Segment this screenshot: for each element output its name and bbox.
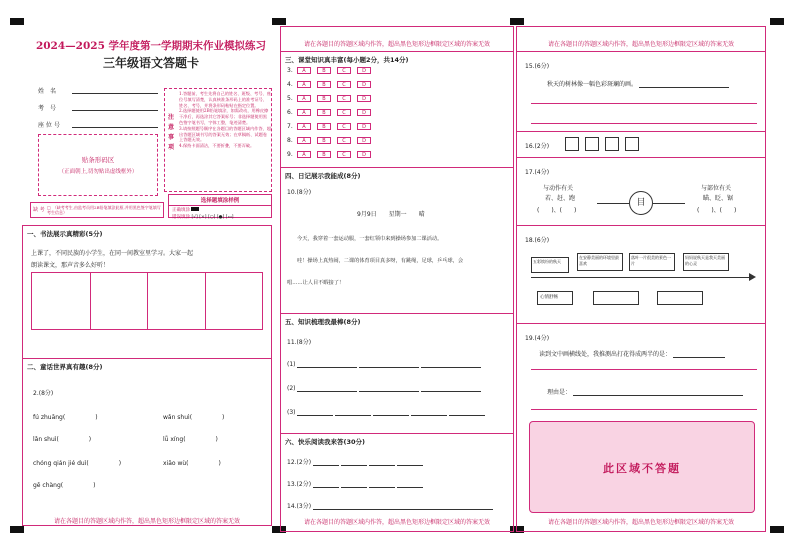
mc-option[interactable]: B	[317, 151, 331, 158]
q18-box[interactable]: 落叶一片很美的景色一片	[629, 253, 675, 271]
sec4-title: 四、日记展示我能成(8分)	[285, 172, 361, 180]
wrong-marks: [√] [×] [○] [●] [▭]	[191, 215, 234, 220]
q16-box[interactable]	[565, 137, 579, 151]
q18-blank-box[interactable]	[593, 291, 639, 305]
pinyin-2[interactable]: wǎn shuì( )	[163, 414, 225, 421]
right-answer-column	[516, 26, 766, 532]
diary-line-1: 今天，我穿着一套运动服，一套红领巾来到操场参加二课活动。	[297, 236, 443, 242]
id-field[interactable]	[72, 110, 158, 111]
absent-text[interactable]: □ （缺考考生,由监考员用2B铅笔填涂此框,并用黑色签字笔填写考生信息）	[47, 205, 161, 215]
mc-option[interactable]: D	[357, 67, 371, 74]
q19-line-1[interactable]	[531, 369, 757, 370]
warning-bottom: 请在各题目的答题区域内作答，超出黑色矩形边框限定区域的答案无效	[53, 518, 240, 525]
sec1-text-2: 朗读课文，那声音多么好听！	[31, 262, 110, 269]
mc-option[interactable]: A	[297, 123, 311, 130]
q17-right-blanks[interactable]: ( )、( )	[697, 207, 737, 214]
q18-box[interactable]: 妈妈说秋天是我天美丽的心灵	[683, 253, 729, 271]
corner-mark	[770, 526, 784, 533]
barcode-area	[38, 134, 158, 196]
corner-mark	[272, 18, 286, 25]
mc-option[interactable]: D	[357, 95, 371, 102]
mc-option[interactable]: B	[317, 123, 331, 130]
q13-line[interactable]: 13.(2分)	[287, 479, 423, 488]
q18-arrow-icon	[749, 273, 756, 281]
absent-label: 缺 考	[33, 207, 45, 213]
barcode-title: 贴条形码区	[81, 156, 115, 164]
mc-option[interactable]: A	[297, 109, 311, 116]
q14-line[interactable]: 14.(3分)	[287, 501, 493, 510]
corner-mark	[510, 18, 524, 25]
pinyin-3[interactable]: lǎn shuì( )	[33, 436, 92, 443]
mc-option[interactable]: D	[357, 109, 371, 116]
q18-box[interactable]: 心情舒畅	[537, 291, 573, 305]
mc-option[interactable]: D	[357, 123, 371, 130]
q18-blank-box[interactable]	[657, 291, 703, 305]
mc-option[interactable]: D	[357, 151, 371, 158]
fill-example-title: 选择题填涂样例	[169, 195, 271, 206]
mc-option[interactable]: C	[337, 81, 351, 88]
mc-row: 6. A B C D	[287, 109, 377, 116]
mc-option[interactable]: C	[337, 137, 351, 144]
q17-left-title: 与动作有关	[543, 185, 574, 192]
mc-row: 4. A B C D	[287, 81, 377, 88]
q16-box[interactable]	[605, 137, 619, 151]
q12-line[interactable]: 12.(2分)	[287, 457, 423, 466]
q19-text[interactable]: 读到文中画横线处，我推测出打花得成两半的是：	[539, 349, 725, 358]
mc-option[interactable]: D	[357, 137, 371, 144]
notes-label: 注意事项	[168, 114, 175, 151]
mc-option[interactable]: B	[317, 109, 331, 116]
notes-box	[164, 88, 272, 192]
mc-option[interactable]: B	[317, 137, 331, 144]
left-answer-column	[22, 225, 272, 526]
fill-wrong-label: 错误填涂	[172, 215, 190, 220]
q15-line-2[interactable]	[531, 123, 757, 124]
pinyin-5[interactable]: chóng qián jié duì( )	[33, 460, 122, 467]
sec1-text-1: 上课了，不同民族的小学生，在同一间教室里学习。大家一起	[31, 250, 194, 257]
q16-label: 16.(2分)	[525, 143, 550, 150]
mc-row: 9. A B C D	[287, 151, 377, 158]
mc-row: 8. A B C D	[287, 137, 377, 144]
q18-box[interactable]: 五彩缤纷的秋天	[531, 257, 569, 273]
seat-label: 座 位 号	[38, 122, 60, 129]
q19-line-2[interactable]	[531, 409, 757, 410]
sheet-title: 2024—2025 学年度第一学期期末作业模拟练习	[35, 40, 267, 52]
mc-option[interactable]: C	[337, 151, 351, 158]
mc-option[interactable]: D	[357, 81, 371, 88]
mc-option[interactable]: C	[337, 95, 351, 102]
writing-grid[interactable]	[31, 272, 263, 330]
q15-text[interactable]: 秋天的树林像一幅色彩斑斓的画。	[547, 79, 729, 88]
mc-option[interactable]: C	[337, 109, 351, 116]
pinyin-6[interactable]: xiāo wù( )	[163, 460, 221, 467]
sec6-title: 六、快乐阅读我来答(30分)	[285, 438, 365, 446]
no-answer-area	[529, 421, 755, 513]
mc-option[interactable]: B	[317, 81, 331, 88]
mc-option[interactable]: B	[317, 95, 331, 102]
name-field[interactable]	[72, 93, 158, 94]
sec5-title: 五、知识梳理我最棒(8分)	[285, 318, 361, 326]
notes-text: 1.答题前，考生先将自己的姓名、班级、考号、座位号填写清楚，认真核准条形码上的准考证号、姓名、考号，并将条形码粘贴在指定位置。 2.选择题使用2B铅笔填涂，如需改动，用橡皮擦干净后，再选涂其它答案标号；非选择题使用黑色签字笔书写，字体工整，笔迹清楚。 3.请按照题号顺序在各题目的答题区域内作答，超出答题区域书写的答案无效；在草稿纸、试题卷上答题无效。 4.保持卡面清洁，不要折叠，不要弄破。	[179, 91, 271, 149]
mc-option[interactable]: A	[297, 95, 311, 102]
q17-right-words: 瞄、眨、锯	[703, 195, 734, 202]
pinyin-4[interactable]: lǚ xíng( )	[163, 436, 218, 443]
corner-mark	[770, 18, 784, 25]
pinyin-1[interactable]: fú zhuāng( )	[33, 414, 98, 421]
mc-option[interactable]: B	[317, 67, 331, 74]
q19-label: 19.(4分)	[525, 335, 550, 342]
name-label: 姓 名	[38, 88, 57, 95]
mc-option[interactable]: C	[337, 67, 351, 74]
mc-row: 3. A B C D	[287, 67, 377, 74]
warning-bottom: 请在各题目的答题区域内作答，超出黑色矩形边框限定区域的答案无效	[303, 519, 490, 526]
fill-example-box	[168, 194, 272, 218]
mc-option[interactable]: A	[297, 81, 311, 88]
warning-bottom: 请在各题目的答题区域内作答，超出黑色矩形边框限定区域的答案无效	[547, 519, 734, 526]
q15-label: 15.(6分)	[525, 63, 550, 70]
q17-left-words: 若、赶、跑	[545, 195, 576, 202]
barcode-hint: （正面朝上,切勿贴出虚线框外）	[58, 169, 138, 175]
fill-right-label: 正确填涂	[172, 208, 190, 213]
absent-box	[30, 202, 164, 218]
mc-option[interactable]: A	[297, 151, 311, 158]
q11-line-1[interactable]: (1)	[287, 361, 481, 368]
sheet-subtitle: 三年级语文答题卡	[102, 56, 199, 70]
corner-mark	[10, 526, 24, 533]
q17-left-blanks[interactable]: ( )、( )	[537, 207, 577, 214]
sec3-title: 三、课堂知识真丰富(每小题2分，共14分)	[285, 56, 409, 64]
q18-box[interactable]: 在安静美丽的环境里最喜欢	[577, 253, 623, 271]
q11-line-3[interactable]: (3)	[287, 409, 485, 416]
diary-date: 9月9日 星期一 晴	[357, 211, 425, 218]
mc-option[interactable]: A	[297, 67, 311, 74]
q11-line-2[interactable]: (2)	[287, 385, 481, 392]
q17-label: 17.(4分)	[525, 169, 550, 176]
q17-right-title: 与部位有关	[701, 185, 732, 192]
q16-box[interactable]	[585, 137, 599, 151]
q11-label: 11.(8分)	[287, 339, 312, 346]
q19-reason[interactable]: 理由是：	[547, 387, 743, 396]
sec1-title: 一、书法展示真精彩(5分)	[27, 230, 103, 238]
id-label: 考 号	[38, 105, 57, 112]
filled-sample-icon	[191, 207, 199, 211]
q15-line-1[interactable]	[531, 103, 757, 104]
q16-box[interactable]	[625, 137, 639, 151]
no-answer-text: 此区域不答题	[603, 462, 681, 475]
q2-label: 2.(8分)	[33, 390, 54, 397]
middle-answer-column	[280, 26, 514, 532]
mc-row: 7. A B C D	[287, 123, 377, 130]
pinyin-7[interactable]: gē chàng( )	[33, 482, 96, 489]
mc-option[interactable]: C	[337, 123, 351, 130]
warning-top: 请在各题目的答题区域内作答，超出黑色矩形边框限定区域的答案无效	[303, 41, 490, 48]
q10-label: 10.(8分)	[287, 189, 312, 196]
sec2-title: 二、童话世界真有趣(8分)	[27, 363, 103, 371]
warning-top: 请在各题目的答题区域内作答，超出黑色矩形边框限定区域的答案无效	[547, 41, 734, 48]
q17-center-circle: 目	[629, 191, 653, 215]
diary-line-2: 哇！操场上真热闹，二课的体育项目真多呀，有跳绳，足球，乒乓球，会	[297, 258, 464, 264]
corner-mark	[10, 18, 24, 25]
mc-row: 5. A B C D	[287, 95, 377, 102]
seat-field[interactable]	[72, 127, 158, 128]
diary-line-3: 唱……让人目不暇接了！	[287, 280, 345, 286]
q18-label: 18.(6分)	[525, 237, 550, 244]
mc-option[interactable]: A	[297, 137, 311, 144]
